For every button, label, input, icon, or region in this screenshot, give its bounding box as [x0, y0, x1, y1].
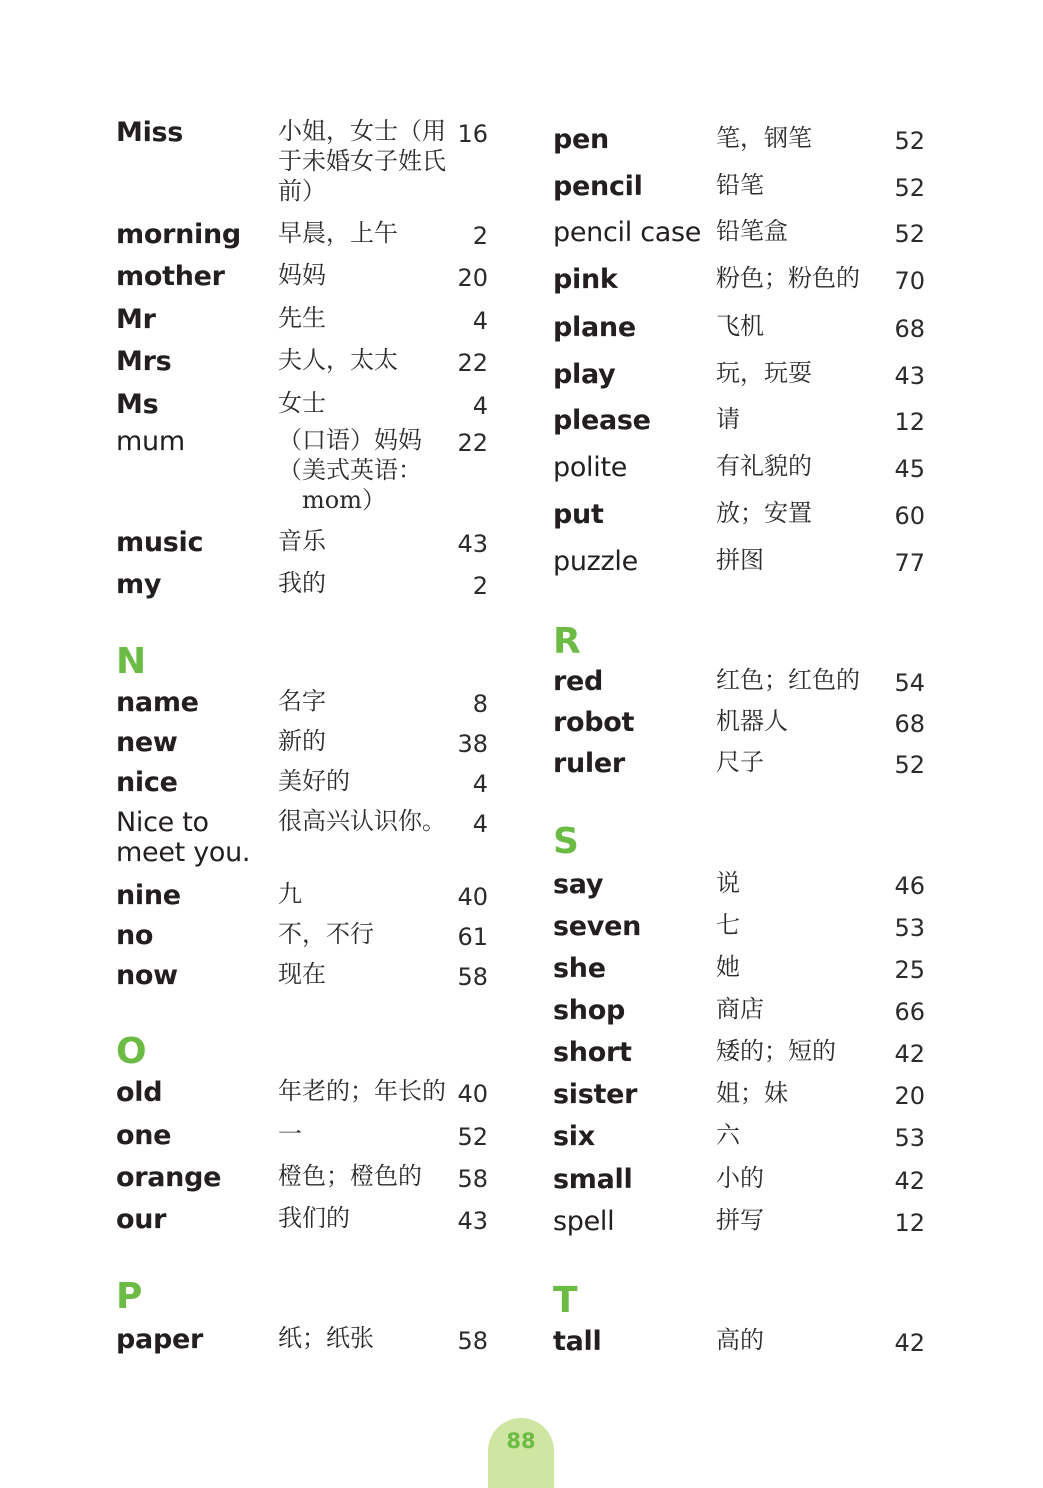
entry-meaning-line: 九: [278, 880, 302, 908]
entry-page-number: 58: [457, 963, 488, 991]
entry-word: mum: [116, 426, 185, 457]
entry-meaning: [278, 766, 460, 796]
entry-meaning: [278, 806, 460, 836]
entry-meaning: [716, 170, 898, 200]
entry-meaning: [278, 218, 460, 248]
entry-meaning-line: 美好的: [278, 767, 350, 795]
entry-word: name: [116, 687, 199, 718]
entry-page-number: 60: [894, 502, 925, 530]
entry-word: one: [116, 1120, 172, 1151]
entry-page-number: 46: [894, 872, 925, 900]
entry-meaning-line: （美式英语：: [278, 456, 422, 484]
entry-page-number: 22: [457, 349, 488, 377]
entry-meaning-line: 粉色；粉色的: [716, 264, 860, 292]
entry-page-number: 66: [894, 998, 925, 1026]
entry-word: pencil: [553, 171, 643, 202]
entry-page-number: 45: [894, 455, 925, 483]
entry-page-number: 58: [457, 1327, 488, 1355]
entry-page-number: 16: [457, 120, 488, 148]
entry-meaning-line: 夫人，太太: [278, 346, 398, 374]
entry-meaning-line: 铅笔盒: [716, 217, 788, 245]
entry-meaning-line: 笔，钢笔: [716, 124, 812, 152]
entry-page-number: 20: [894, 1082, 925, 1110]
entry-word: red: [553, 666, 604, 697]
entry-page-number: 20: [457, 264, 488, 292]
section-letter-t: T: [553, 1280, 578, 1321]
entry-word: shop: [553, 995, 625, 1026]
entry-page-number: 52: [894, 751, 925, 779]
entry-page-number: 68: [894, 710, 925, 738]
entry-word: small: [553, 1164, 633, 1195]
entry-meaning: [716, 545, 898, 575]
entry-meaning-line: 早晨，上午: [278, 219, 398, 247]
entry-word: robot: [553, 707, 635, 738]
entry-meaning-line: 飞机: [716, 312, 764, 340]
section-letter-o: O: [116, 1031, 147, 1072]
entry-page-number: 2: [472, 572, 488, 600]
entry-page-number: 4: [472, 810, 488, 838]
entry-meaning-line: 拼写: [716, 1206, 764, 1234]
entry-page-number: 77: [894, 549, 925, 577]
entry-meaning-line: 有礼貌的: [716, 452, 812, 480]
entry-word: my: [116, 569, 162, 600]
entry-page-number: 12: [894, 408, 925, 436]
entry-meaning: [278, 919, 460, 949]
entry-word: short: [553, 1037, 632, 1068]
entry-page-number: 2: [472, 222, 488, 250]
entry-meaning: [278, 116, 460, 206]
entry-word: polite: [553, 452, 628, 483]
entry-page-number: 43: [457, 530, 488, 558]
entry-meaning-line: 小姐，女士（用: [278, 117, 446, 145]
entry-meaning-line: 一: [278, 1120, 302, 1148]
entry-meaning: [716, 1036, 898, 1066]
section-letter-s: S: [553, 821, 579, 862]
entry-meaning: [278, 879, 460, 909]
entry-meaning: [278, 1161, 460, 1191]
entry-word: sister: [553, 1079, 638, 1110]
entry-page-number: 52: [894, 220, 925, 248]
entry-page-number: 42: [894, 1167, 925, 1195]
entry-meaning-line: 名字: [278, 687, 326, 715]
entry-word: say: [553, 869, 604, 900]
entry-page-number: 42: [894, 1040, 925, 1068]
entry-page-number: 38: [457, 730, 488, 758]
entry-meaning: [278, 425, 460, 515]
entry-meaning: [278, 345, 460, 375]
entry-page-number: 25: [894, 956, 925, 984]
entry-meaning: [716, 706, 898, 736]
entry-page-number: 53: [894, 1124, 925, 1152]
entry-meaning-line: 拼图: [716, 546, 764, 574]
section-letter-r: R: [553, 621, 581, 662]
entry-meaning-line: 姐；妹: [716, 1079, 788, 1107]
entry-meaning: [716, 868, 898, 898]
entry-word: put: [553, 499, 604, 530]
entry-meaning: [716, 1205, 898, 1235]
entry-page-number: 52: [894, 127, 925, 155]
entry-meaning-line: 机器人: [716, 707, 788, 735]
page-number-tab: [488, 1418, 554, 1488]
entry-page-number: 40: [457, 883, 488, 911]
entry-meaning-line: 现在: [278, 960, 326, 988]
entry-meaning-line: 商店: [716, 995, 764, 1023]
entry-meaning-line: mom）: [302, 486, 386, 514]
entry-meaning-line: 七: [716, 911, 740, 939]
entry-word: old: [116, 1077, 163, 1108]
entry-meaning: [716, 952, 898, 982]
entry-meaning-line: 音乐: [278, 527, 326, 555]
entry-meaning: [716, 404, 898, 434]
section-letter-n: N: [116, 641, 147, 682]
entry-word: tall: [553, 1326, 602, 1357]
entry-meaning: [716, 1163, 898, 1193]
entry-word: puzzle: [553, 546, 638, 577]
entry-page-number: 42: [894, 1329, 925, 1357]
entry-word: orange: [116, 1162, 222, 1193]
entry-page-number: 52: [894, 174, 925, 202]
entry-word: our: [116, 1204, 167, 1235]
entry-meaning-line: 年老的；年长的: [278, 1077, 446, 1105]
entry-page-number: 4: [472, 307, 488, 335]
entry-page-number: 4: [472, 770, 488, 798]
entry-meaning: [278, 1323, 460, 1353]
entry-meaning: [716, 747, 898, 777]
entry-meaning: [716, 994, 898, 1024]
entry-meaning-line: 妈妈: [278, 261, 326, 289]
entry-word: nice: [116, 767, 178, 798]
entry-word: plane: [553, 312, 636, 343]
entry-page-number: 12: [894, 1209, 925, 1237]
entry-meaning: [716, 451, 898, 481]
entry-meaning: [716, 1078, 898, 1108]
entry-meaning-line: 请: [716, 405, 740, 433]
entry-meaning: [278, 726, 460, 756]
entry-meaning: [278, 260, 460, 290]
entry-page-number: 22: [457, 429, 488, 457]
entry-meaning-line: 小的: [716, 1164, 764, 1192]
entry-page-number: 43: [457, 1207, 488, 1235]
entry-meaning: [278, 686, 460, 716]
entry-meaning: [716, 1325, 898, 1355]
entry-word: nine: [116, 880, 181, 911]
entry-page-number: 52: [457, 1123, 488, 1151]
page-number: 88: [506, 1429, 536, 1453]
entry-word: new: [116, 727, 178, 758]
entry-word: now: [116, 960, 178, 991]
entry-word: no: [116, 920, 154, 951]
entry-word: six: [553, 1121, 595, 1152]
entry-page-number: 58: [457, 1165, 488, 1193]
entry-meaning: [278, 1119, 460, 1149]
entry-meaning-line: 于未婚女子姓氏: [278, 147, 446, 175]
entry-meaning-line: 先生: [278, 304, 326, 332]
entry-word: pen: [553, 124, 609, 155]
entry-word: seven: [553, 911, 642, 942]
entry-meaning: [278, 526, 460, 556]
entry-meaning-line: 不，不行: [278, 920, 374, 948]
entry-word: pencil case: [553, 217, 702, 248]
entry-meaning-line: 橙色；橙色的: [278, 1162, 422, 1190]
entry-meaning-line: 玩，玩耍: [716, 359, 812, 387]
entry-meaning-line: 女士: [278, 389, 326, 417]
entry-meaning: [278, 388, 460, 418]
entry-meaning-line: 我的: [278, 569, 326, 597]
entry-meaning-line: 她: [716, 953, 740, 981]
entry-word: mother: [116, 261, 225, 292]
entry-meaning: [278, 1203, 460, 1233]
entry-page-number: 68: [894, 315, 925, 343]
section-letter-p: P: [116, 1276, 143, 1317]
entry-meaning-line: 很高兴认识你。: [278, 807, 446, 835]
entry-word: ruler: [553, 748, 625, 779]
entry-page-number: 40: [457, 1080, 488, 1108]
entry-meaning: [716, 311, 898, 341]
entry-meaning-line: （口语）妈妈: [278, 426, 422, 454]
entry-page-number: 4: [472, 392, 488, 420]
entry-meaning: [278, 303, 460, 333]
entry-meaning-line: 新的: [278, 727, 326, 755]
entry-word: please: [553, 405, 651, 436]
entry-meaning: [716, 1120, 898, 1150]
entry-word: Nice to meet you.: [116, 807, 251, 868]
entry-word: Miss: [116, 117, 184, 148]
entry-meaning-line: 矮的；短的: [716, 1037, 836, 1065]
entry-meaning-line: 高的: [716, 1326, 764, 1354]
entry-page-number: 53: [894, 914, 925, 942]
entry-meaning-line: 六: [716, 1121, 740, 1149]
entry-meaning: [278, 568, 460, 598]
entry-meaning: [716, 358, 898, 388]
entry-word: pink: [553, 264, 618, 295]
entry-page-number: 70: [894, 267, 925, 295]
entry-word: Mrs: [116, 346, 172, 377]
entry-meaning-line: 说: [716, 869, 740, 897]
entry-meaning-line: 纸；纸张: [278, 1324, 374, 1352]
entry-word: music: [116, 527, 204, 558]
entry-meaning: [716, 263, 898, 293]
entry-meaning: [716, 498, 898, 528]
entry-meaning-line: 我们的: [278, 1204, 350, 1232]
entry-page-number: 54: [894, 669, 925, 697]
entry-word: Ms: [116, 389, 159, 420]
entry-meaning: [716, 123, 898, 153]
entry-meaning-line: 铅笔: [716, 171, 764, 199]
entry-meaning: [278, 1076, 460, 1106]
entry-page-number: 43: [894, 362, 925, 390]
entry-page-number: 8: [472, 690, 488, 718]
entry-meaning-line: 红色；红色的: [716, 666, 860, 694]
entry-word: morning: [116, 219, 241, 250]
entry-word: Mr: [116, 304, 156, 335]
entry-word: she: [553, 953, 606, 984]
entry-meaning-line: 前）: [278, 177, 326, 205]
entry-meaning: [278, 959, 460, 989]
entry-meaning-line: 尺子: [716, 748, 764, 776]
entry-meaning: [716, 910, 898, 940]
entry-meaning: [716, 216, 898, 246]
entry-word: play: [553, 359, 616, 390]
entry-page-number: 61: [457, 923, 488, 951]
entry-meaning-line: 放；安置: [716, 499, 812, 527]
entry-word: spell: [553, 1206, 615, 1237]
entry-meaning: [716, 665, 898, 695]
entry-word: paper: [116, 1324, 204, 1355]
